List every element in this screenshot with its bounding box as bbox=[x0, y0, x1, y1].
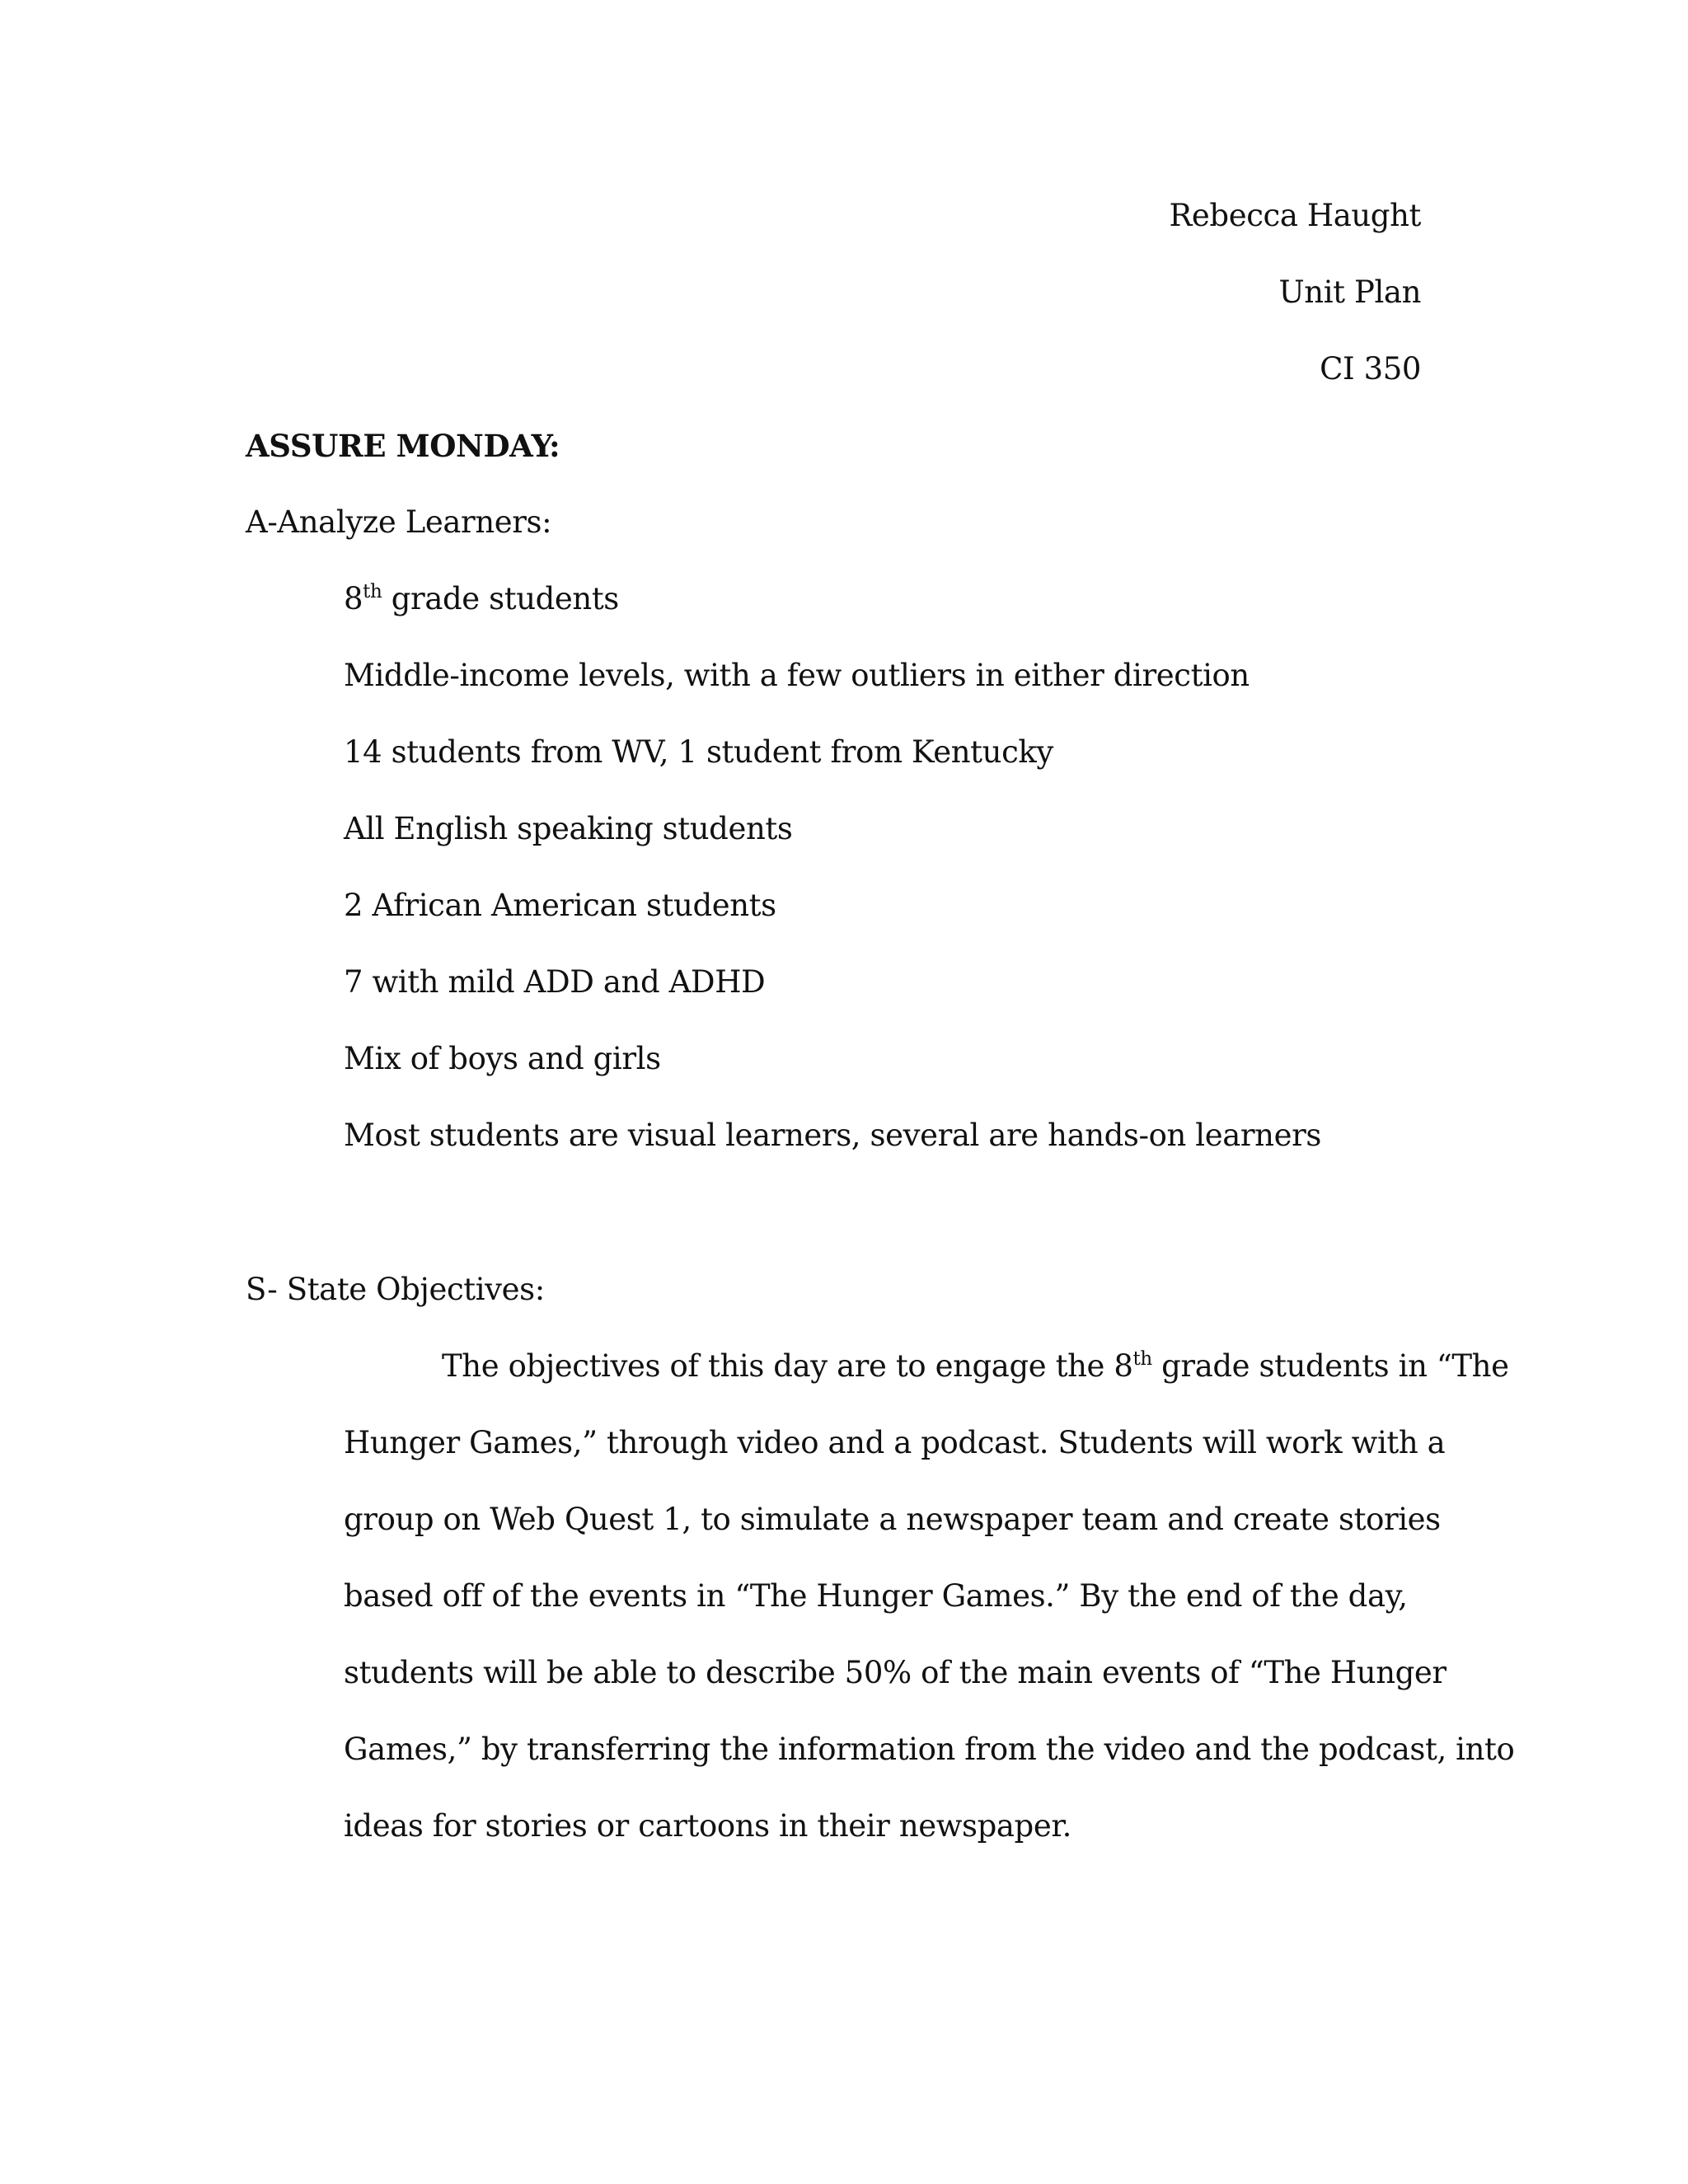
author-name: Rebecca Haught bbox=[1169, 198, 1421, 233]
objectives-heading: S- State Objectives: bbox=[246, 1272, 545, 1307]
analyze-heading: A-Analyze Learners: bbox=[246, 504, 552, 540]
course-code: CI 350 bbox=[1320, 351, 1421, 387]
objectives-superscript: th bbox=[1132, 1348, 1152, 1370]
objectives-text-after: grade students in “The bbox=[1151, 1348, 1509, 1384]
objectives-line: Games,” by transferring the information from the video and the podcast, into bbox=[344, 1732, 1515, 1767]
list-item: Most students are visual learners, several are hands-on learners bbox=[344, 1118, 1321, 1153]
objectives-line-first bbox=[442, 1347, 1509, 1386]
document-type: Unit Plan bbox=[1278, 274, 1421, 310]
list-item-grade bbox=[344, 579, 619, 619]
objectives-line: ideas for stories or cartoons in their newspaper. bbox=[344, 1808, 1071, 1844]
list-item: Mix of boys and girls bbox=[344, 1041, 661, 1076]
list-item: 7 with mild ADD and ADHD bbox=[344, 964, 766, 1000]
list-item: 2 African American students bbox=[344, 888, 776, 923]
objectives-text-before: The objectives of this day are to engage the 8 bbox=[442, 1348, 1133, 1384]
objectives-line: Hunger Games,” through video and a podcast. Students will work with a bbox=[344, 1425, 1446, 1460]
list-item: 14 students from WV, 1 student from Kentucky bbox=[344, 734, 1053, 770]
objectives-line: group on Web Quest 1, to simulate a newspaper team and create stories bbox=[344, 1502, 1441, 1537]
section-title: ASSURE MONDAY: bbox=[246, 428, 560, 464]
grade-text: grade students bbox=[382, 581, 619, 616]
objectives-line: students will be able to describe 50% of the main events of “The Hunger bbox=[344, 1655, 1447, 1690]
objectives-line: based off of the events in “The Hunger Games.” By the end of the day, bbox=[344, 1578, 1408, 1614]
list-item: Middle-income levels, with a few outliers in either direction bbox=[344, 658, 1250, 693]
list-item: All English speaking students bbox=[344, 811, 793, 846]
grade-number: 8 bbox=[344, 581, 363, 616]
grade-suffix: th bbox=[363, 581, 382, 602]
